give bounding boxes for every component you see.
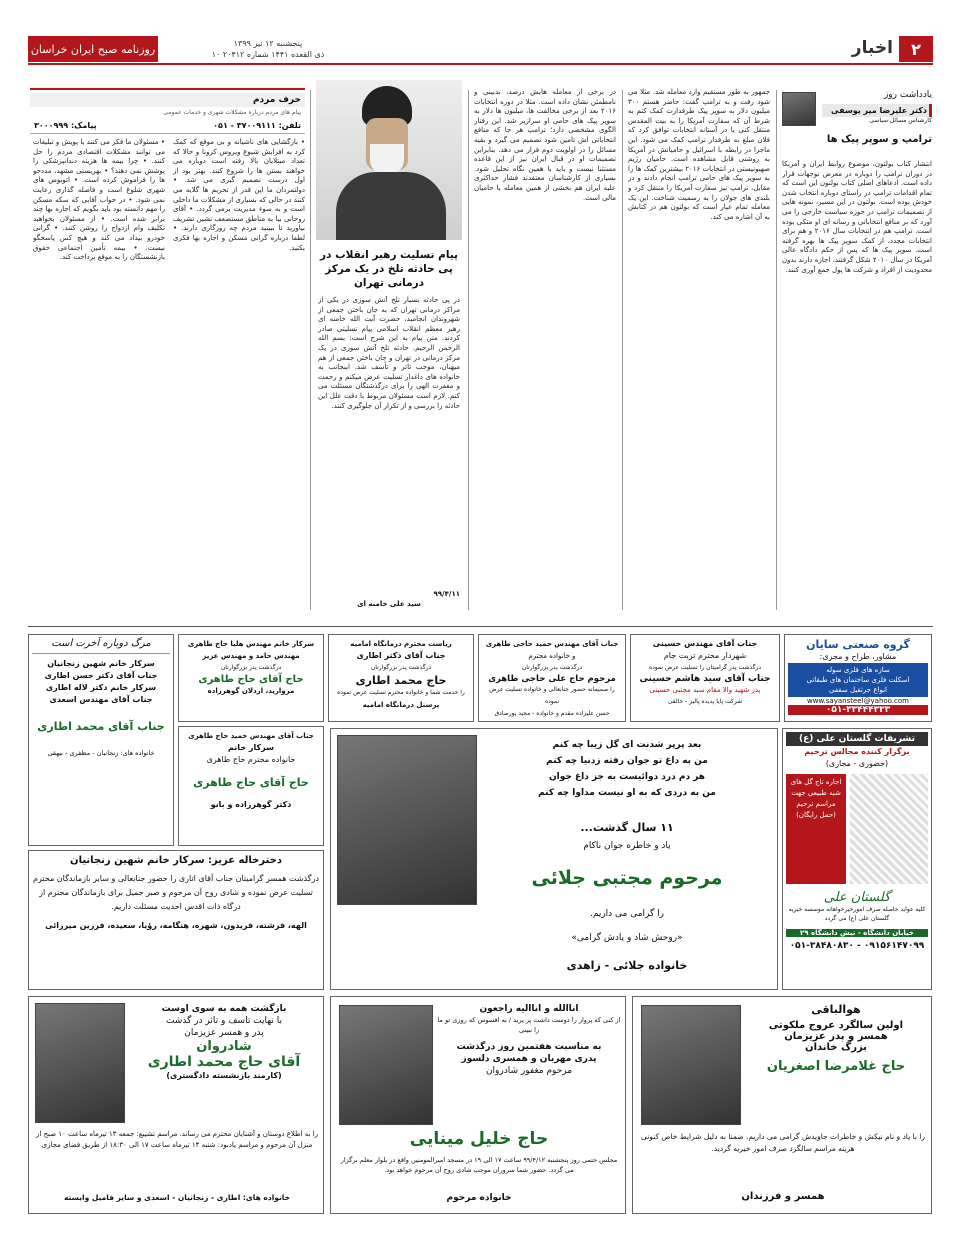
minaei-text: [437, 1003, 621, 1077]
ad-mojtaba: [330, 728, 778, 990]
ad-line: درگذشت پدر گرامیتان را تسلیت عرض نموده: [648, 664, 762, 671]
ad-line: اناالله و اناالیه راجعون: [479, 1004, 579, 1014]
ad-taheri-2: [178, 634, 324, 722]
company-sub: مشاور، طراح و مجری:: [819, 652, 897, 661]
atari-text: [129, 1003, 319, 1082]
ad-atari-obituary: [28, 996, 324, 1214]
poem-line: بعد پرپر شدنت ای گل زیبا چه کنم: [552, 740, 702, 750]
ad-line: سرکار خانم دکتر لاله اطاری: [45, 683, 157, 692]
ad-line: مهندس حامد و مهندس عزیز: [202, 652, 300, 660]
ad-line: درگذشت پدر بزرگوارتان: [521, 664, 583, 671]
deceased-photo: [641, 1005, 741, 1125]
ad-line: همسر و پدر عزیزمان: [784, 1031, 888, 1042]
robe-shape: [336, 172, 446, 240]
ad-signature: الهه، فرشته، فریدون، شهره، هنگامه، رؤیا، سعیده، فرزین میرزائی: [45, 921, 307, 930]
date-block: [208, 38, 328, 60]
note-body-continued-2: در برخی از معامله هایش درصد، بدبینی و نامطمئن نشان داده است. مثلا در دوره انتخابات ۲۰۱۶ بعد از برخی مخالفت ها، میلیون ها دلار به سوپر پیک های حامی او سرازیر شد. این رفتار الگوی مشخصی دارد؛ ترامپ هر جا که منافع انتخاباتی اش تامین شود تصمیم می گیرد و بقیه مسائل را در اولویت دوم قرار می دهد. بنابراین تصمیمات او در قبال ایران نیز از این قاعده مستثنا نیست و باید با همین نگاه تحلیل شود. بسیاری از کارشناسان معتقدند فشار حداکثری علیه ایران هم بخشی از همین معامله با حامیان مالی است.: [474, 88, 616, 202]
leader-signature: سید علی خامنه ای: [357, 600, 421, 608]
note-kicker-block: [782, 90, 932, 145]
ad-company: [784, 634, 932, 722]
golestan-sub2: (حضوری - مجازی): [825, 759, 889, 768]
ad-signature: حسن علیزاده مقدم و خانواده - مجید پورصادق: [494, 710, 610, 717]
leader-date: ۹۹/۴/۱۱: [433, 590, 460, 598]
ad-line: جناب آقای دکتر اطاری: [356, 651, 446, 660]
golestan-phones: ۰۹۱۵۶۱۴۷۰۹۹ - ۰۵۱-۳۸۴۸۰۸۳۰: [789, 941, 925, 951]
ad-signature: خانواده های: اطاری - زنجانیان - اسعدی و سایر فامیل وابسته: [63, 1193, 291, 1202]
ad-line: پدری مهربان و همسری دلسوز: [461, 1054, 597, 1064]
ad-line: و خانواده محترم: [528, 652, 576, 660]
ad-heading: مرگ دوباره آخرت است: [32, 638, 170, 654]
deceased-photo: [337, 735, 477, 905]
ad-line: هوالباقی: [811, 1003, 861, 1016]
ad-line: با نهایت تاسف و تاثر در گذشت: [165, 1016, 283, 1026]
ad-line: (کارمند بازنشسته دادگستری): [166, 1071, 282, 1080]
golestan-title: تشریفات گلستان علی (ع): [786, 732, 928, 746]
paper-name: روزنامه صبح ایران خراسان: [28, 36, 158, 62]
golestan-logo: گلستان علی: [823, 890, 891, 905]
memory-line: یاد و خاطره جوان ناکام: [583, 841, 671, 851]
ad-line: درگذشت پدر بزرگوارتان: [220, 664, 282, 671]
deceased-name: جناب آقای سید هاشم حسینی: [639, 674, 771, 684]
ad-signature: پرسنل درمانگاه امامیه: [362, 701, 440, 709]
company-phone: ۰۵۱-۳۳۴۴۴۳۳۳: [788, 705, 928, 715]
note-title: ترامپ و سوپر پیک ها: [826, 134, 932, 145]
deceased-name: حاج محمد اطاری: [355, 674, 447, 687]
column-rule: [468, 90, 469, 610]
ad-line: خانواده محترم حاج طاهری: [206, 755, 296, 764]
ad-line: را صمیمانه حضور جنابعالی و خانواده تسلیت عرض نموده: [489, 686, 615, 705]
poem-line: هر دم درد دوائیست به جز داغ جوان: [548, 772, 706, 782]
people-col-2: • مسئولان ما فکر می کنند با پویش و تبلیغات می توانند مشکلات اقتصادی مردم را حل کنند. • چرا بیمه ها هزینه دندانپزشکی را پوشش نمی دهند؟ • بهزیستی مشهد، مددجو ها را فراموش کرده است. • اتوبوس های شهری شلوغ است و فاصله گذاری رعایت نمی شود. • در جواب آقایی که سکه مسکن را مهم دانسته بود باید بگویم که اجاره بها چند برابر شده است. • از مسئولان بخواهید تکلیف وام ازدواج را روشن کنند. • گرانی خودرو بیداد می کند و هیچ کس پاسخگو نیست. • بیمه تأمین اجتماعی حقوق بازنشستگان را به موقع پرداخت کند.: [33, 138, 165, 262]
leader-body: در پی حادثه بسیار تلخ آتش سوزی در یکی از مراکز درمانی تهران که به جان باختن جمعی از شهروندان انجامید، حضرت آیت الله خامنه ای رهبر معظم انقلاب اسلامی پیام تسلیتی صادر کردند. متن پیام به این شرح است: بسم الله الرحمن الرحیم. حادثه تلخ آتش سوزی در یک مرکز درمانی در تهران و جان باختن جمعی از هم میهنان، موجب تاثر و تأسف شد. اینجانب به خانواده های داغدار تسلیت عرض میکنم و رحمت و مغفرت الهی را برای درگذشتگان مسئلت می کنم. لازم است مسئولان مربوط با دقت علل این حادثه را بررسی و از تکرار آن جلوگیری کنند.: [318, 296, 460, 410]
company-item: سازه های فلزی سوله: [826, 666, 890, 674]
poem-block: [481, 737, 773, 801]
poem-line: من به داغ تو جوان رفته زدنیا چه کنم: [546, 756, 708, 766]
ad-signature: خانواده مرحوم: [446, 1193, 512, 1203]
ad-line: مرحوم مغفور شادروان: [485, 1066, 573, 1076]
ad-line: جناب آقای مهندس حسینی: [652, 639, 758, 648]
ad-line: پدر و همسر عزیزمان: [184, 1028, 264, 1038]
ad-line: ریاست محترم درمانگاه امامیه: [350, 640, 452, 648]
deceased-name: حاج آقای حاج طاهری: [193, 776, 309, 789]
people-box: [30, 88, 305, 608]
column-rule: [776, 90, 777, 610]
deceased-name: حاج آقای حاج طاهری: [198, 674, 304, 685]
people-phone: تلفن: ۳۷۰۰۹۱۱۱ - ۰۵۱: [213, 121, 301, 130]
company-items: [788, 663, 928, 697]
leader-title: پیام تسلیت رهبر انقلاب در پی حادثه تلخ در یک مرکز درمانی تهران: [319, 249, 458, 289]
ad-signature: مروارید، اردلان گوهرزاده: [207, 687, 295, 695]
ad-line: سرکار خانم مهندس هلیا حاج طاهری: [187, 640, 315, 648]
ad-body: مجلس ختمی روز پنجشنبه ۹۹/۴/۱۲ ساعت ۱۷ الی ۱۹ در مسجد امیرالمومنین واقع در بلوار معلم برگزار می گردد. حضور شما سروران موجب شادی روح آن مرحوم خواهد بود.: [340, 1156, 618, 1174]
ad-taheri: [478, 634, 626, 722]
author-photo: [782, 92, 816, 126]
golestan-sub: برگزار کننده مجالس ترحیم: [804, 747, 910, 756]
ad-cousin: [28, 850, 324, 990]
deceased-photo: [35, 1003, 125, 1123]
ad-line: سرکار خانم: [228, 743, 274, 752]
ad-line: بازگشت همه به سوی اوست: [161, 1004, 287, 1014]
people-columns: [30, 138, 305, 598]
people-rule: [30, 88, 305, 90]
note-kicker: یادداشت روز: [883, 90, 932, 100]
verse-line: «روحش شاد و یادش گرامی»: [571, 933, 683, 943]
people-sms: پیامک: ۳۰۰۰۹۹۹: [34, 121, 97, 130]
ad-body: را با یاد و نام نیکش و خاطرات جاویدش گرامی می داریم. ضمنا به دلیل شرایط خاص کنونی هزینه مراسم سالگرد صرف امور خیریه گردید.: [640, 1132, 926, 1153]
note-author-role: کارشناس مسائل سیاسی: [869, 117, 932, 124]
ad-line: جناب آقای مهندس حمید حاجی طاهری: [485, 640, 619, 648]
ad-signature: دکتر گوهرزاده و بانو: [210, 800, 292, 809]
company-item: اسکلت فلزی ساختمان های طبقاتی: [806, 676, 910, 684]
ad-body: را به اطلاع دوستان و آشنایان محترم می رساند. مراسم تشییع: جمعه ۱۳ تیرماه ساعت ۱۰ صبح از منزل آن مرحوم و مراسم یادبود: شنبه ۱۴ تیرماه ساعت ۱۷ الی ۱۸:۳۰ از طریق فضای مجازی: [35, 1130, 319, 1149]
section-title: اخبار: [851, 38, 893, 58]
company-title: گروه صنعتی سایان: [806, 638, 910, 651]
deceased-name: جناب آقای محمد اطاری: [37, 720, 165, 733]
ad-minaei: [330, 996, 626, 1214]
ad-signature: شرکت پایا پدیده پالیز - خالقی: [667, 698, 743, 705]
poem-line: من به دردی که به او نیست مداوا چه کنم: [538, 788, 716, 798]
poem-line: از کنی که پرواز را دوست داشت پر پرید / به افسوس که روزی تو ما را نبینی: [437, 1016, 621, 1034]
deceased-name: مرحوم حاج علی حاجی طاهری: [488, 674, 616, 684]
ad-signature: خانواده جلائی - زاهدی: [566, 959, 688, 972]
ad-line: بزرگ خاندان: [805, 1042, 867, 1053]
deceased-name: آقای حاج محمد اطاری: [147, 1054, 301, 1070]
people-title: حرف مردم: [30, 93, 305, 107]
deceased-photo: [339, 1005, 433, 1125]
ad-atari-clinic: [328, 634, 474, 722]
deceased-name: مرحوم مجتبی جلائی: [531, 867, 723, 889]
ad-line: جناب آقای مهندس حمید حاج طاهری: [188, 732, 314, 740]
note-body-continued: جمهور به طور مستقیم وارد معامله شد. مثلا می شود رفت و به ترامپ گفت: حاضر هستم ۳۰۰ میلیون دلار به سوپر پیک طرفدارت کمک کنم به شرط آن که سفارت آمریکا را به بیت المقدس منتقل کنی یا در آستانه انتخابات توافق کرد که فلان مبلغ به طرفدار ترامپ کمک می شود. این ماجرا در رابطه با اسرائیل و حامیانش در آمریکا به روشنی قابل مشاهده است. حامیان رژیم صهیونیستی در انتخابات ۲۰۱۶ بیشترین کمک ها را به سوپر پیک های حامی ترامپ انجام دادند و در مقابل، ترامپ نیز سفارت آمریکا را منتقل کرد و بلندی های جولان را به رسمیت شناخت. این یک معامله تمام عیار است که بولتون هم در کتابش به آن اشاره می کند.: [628, 88, 770, 221]
golestan-address: خیابان دانشگاه - نبش دانشگاه ۲۹: [786, 929, 928, 937]
ads-divider: [28, 626, 933, 627]
header-rule: [28, 63, 933, 65]
leader-photo: [316, 80, 462, 240]
ad-hosseini: [630, 634, 780, 722]
beard-shape: [370, 144, 404, 174]
ad-line: درگذشت پدر بزرگوارتان: [370, 664, 432, 671]
flower-stand-image: [850, 774, 928, 884]
ad-line: شادروان: [196, 1039, 252, 1054]
ad-signature: همسر و فرزندان: [741, 1191, 825, 1202]
note-body: انتشار کتاب بولتون، موضوع روابط ایران و آمریکا در دوران ترامپ را دوباره در معرض توجهات قرار داده است. ادعاهای اصلی کتاب بولتون این است که تمام اقدامات ترامپ در راستای دوباره انتخاب شدن خودش بوده است. بولتون در این مسیر، نمونه هایی از تصمیمات ترامپ در حوزه سیاست خارجی را می آورد که بر منافع انتخاباتی و رسانه ای او متکی بوده است. ترامپ هم در انتخابات سال ۲۰۱۶ و هم برای انتخابات مجدد، از کمک سوپر پیک ها بهره گرفته است. سوپر پیک ها که پس از حکم دادگاه عالی آمریکا در سال ۲۰۱۰ شکل گرفتند، اجازه دارند بدون محدودیت از افراد و شرکت ها پول جمع آوری کنند.: [782, 160, 932, 274]
page-header: [28, 36, 933, 62]
deceased-name: حاج غلامرضا اصغریان: [766, 1059, 906, 1074]
golestan-body: [786, 774, 928, 884]
company-item: انواع جرثقیل سقفی: [829, 686, 887, 694]
ad-line: جناب آقای مهندس اسعدی: [49, 695, 153, 704]
people-contacts: [30, 118, 305, 134]
column-rule: [622, 90, 623, 610]
note-author: دکتر علیرضا میر یوسفی: [822, 104, 932, 117]
honor-line: را گرامی می داریم.: [589, 909, 665, 919]
ad-line: به مناسبت هفتمین روز درگذشت: [456, 1042, 602, 1052]
ad-line: پدر شهید والا مقام سید مجتبی حسینی: [649, 686, 761, 694]
people-col-1: • بازگشایی های ناشیانه و بی موقع که کمک کرد به افزایش شیوع ویروس کرونا و حالا که تعداد مبتلایان بالا رفته است دوباره می خواهند بستن ها را شروع کنند. بهتر بود از اول درست تصمیم گیری می شد. • دولتمردان ما این قدر از تحریم ها گلایه می کنند در حالی که بسیاری از مشکلات ما داخلی است و به سوء مدیریت برمی گردد. • آقای روحانی بیا به مناطق مستضعف نشین تشریف بیاورید تا ببینید مردم چه روزگاری دارند. • لطفا درباره گرانی مسکن و اجاره بها فکری بکنید.: [173, 138, 305, 252]
ad-signature: خانواده های: زنجانیان - مظفری - بیهقی: [47, 749, 155, 757]
ad-esfahanian: [632, 996, 932, 1214]
company-email: www.sayansteel@yahoo.com: [807, 697, 909, 705]
esfahanian-text: [745, 1003, 927, 1074]
golestan-offer: اجاره تاج گل های شبه طبیعی جهت مراسم ترحیم (حمل رایگان): [786, 774, 846, 884]
ad-line: جناب آقای دکتر حسن اطاری: [44, 671, 158, 680]
page-number: ۲: [899, 36, 933, 62]
ad-line: اولین سالگرد عروج ملکوتی: [768, 1020, 904, 1031]
years-line: ۱۱ سال گذشت...: [580, 821, 674, 834]
deceased-name: حاج خلیل مینایی: [409, 1129, 549, 1149]
people-subtitle: پیام های مردم درباره مشکلات شهری و خدمات عمومی: [163, 109, 301, 116]
ad-line: سرکار خانم شهین زنجانیان: [47, 659, 155, 668]
ad-doctors-taheri: [178, 726, 324, 846]
golestan-note: کلیه عواید حاصله صرف امورخیرخواهانه موسسه خیریه گلستان علی (ع) می گردد: [788, 906, 926, 922]
date-line-2: ۱۰ ذی القعده ۱۴۴۱ شماره ۲۰۴۱۲: [211, 50, 325, 59]
column-rule: [310, 90, 311, 610]
ad-line: را خدمت شما و خانواده محترم تسلیت عرض نموده: [337, 689, 465, 696]
ad-zanjanian-list: [28, 634, 174, 846]
ad-golestan: [782, 728, 932, 990]
date-line-1: پنجشنبه ۱۲ تیر ۱۳۹۹: [233, 39, 303, 48]
ad-heading: دخترخاله عزیز: سرکار خانم شهین زنجانیان: [70, 855, 282, 866]
ad-body: درگذشت همسر گرامیتان جناب آقای اتاری را حضور جنابعالی و سایر بازماندگان محترم تسلیت عرض نموده و شادی روح آن مرحوم و صبر جمیل برای بازماندگان محترم از درگاه ذات اقدس احدیت مسئلت داریم.: [33, 874, 319, 911]
ad-line: شهردار محترم تربت جام: [663, 651, 747, 660]
